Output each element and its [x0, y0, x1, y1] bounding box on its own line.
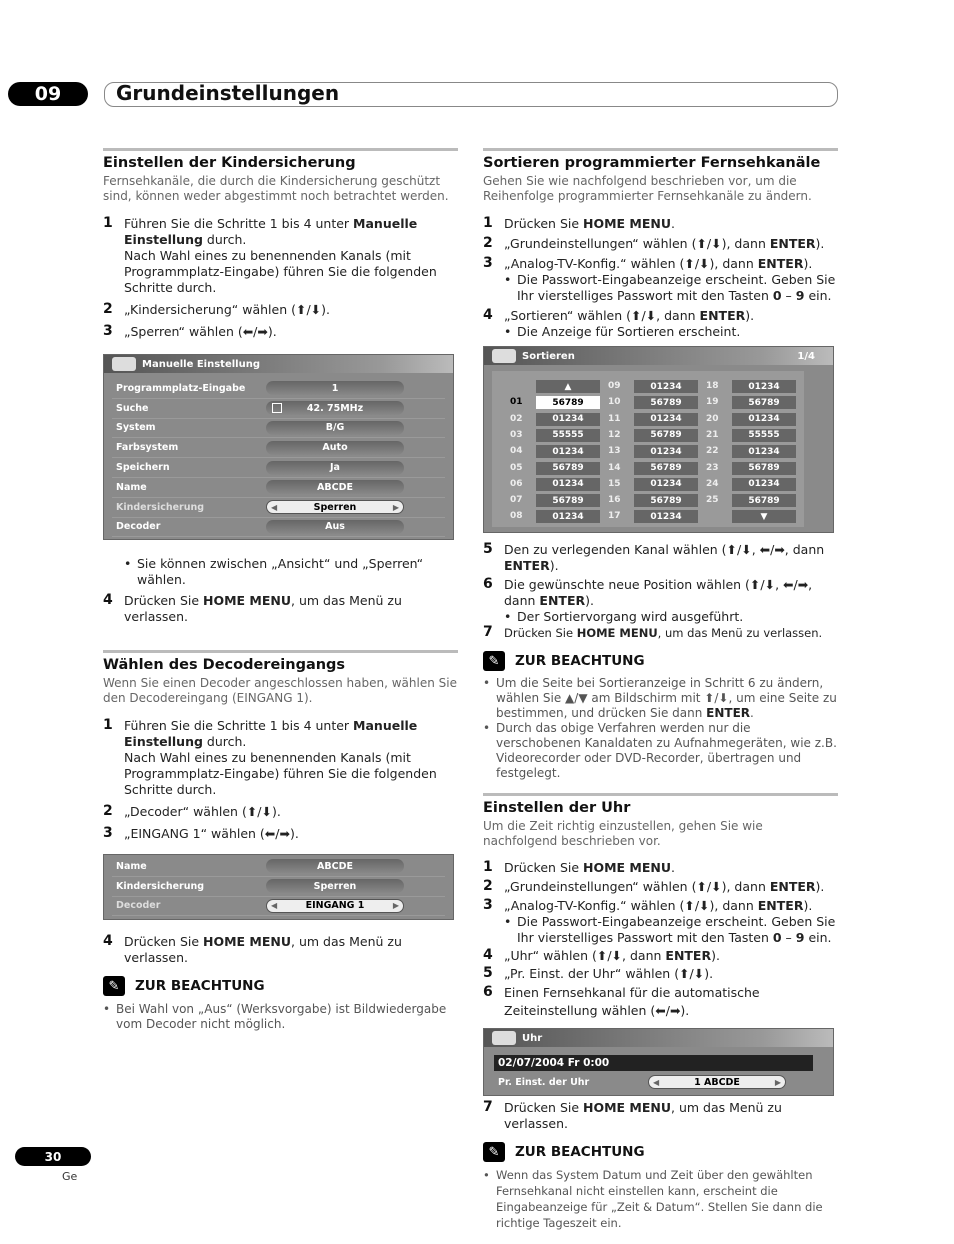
sort-slot-number: 20: [706, 413, 719, 424]
step-5: 5 Den zu verlegenden Kanal wählen (⬆/⬇, ⬅/➡, dann ENTER).: [483, 541, 825, 573]
section-intro: Gehen Sie wie nachfolgend beschrieben vor, um die Reihenfolge programmierter Fernsehkanäle zu ändern.: [483, 174, 812, 203]
sort-slot-number: 10: [608, 397, 621, 408]
menu-row-value-text: 1: [331, 382, 339, 394]
right-column: [483, 148, 838, 1231]
step-2: 2 „Grundeinstellungen“ wählen (⬆/⬇), dann ENTER).: [483, 235, 825, 251]
bullet-sortiervorgang: • Der Sortiervorgang wird ausgeführt.: [504, 609, 838, 625]
section-intro: Fernsehkanäle, die durch die Kindersicherung geschützt sind, können weder abgestimmt noch betrachtet werden.: [103, 174, 449, 203]
sort-channel-cell[interactable]: 01234: [536, 445, 600, 458]
menu-row[interactable]: [112, 857, 445, 877]
menu-row-value[interactable]: [266, 441, 404, 455]
sort-slot-number: 18: [706, 381, 719, 391]
menu-icon: [492, 1031, 516, 1045]
sort-channel-cell[interactable]: 01234: [536, 413, 600, 426]
menu-row-value-text: ABCDE: [317, 481, 353, 493]
menu-row-value[interactable]: [266, 859, 404, 873]
menu-row-label: Farbsystem: [116, 442, 179, 454]
menu-row[interactable]: [112, 877, 445, 897]
sort-channel-cell[interactable]: 01234: [634, 478, 698, 491]
clock-channel-selector[interactable]: ◀ 1 ABCDE ▶: [648, 1075, 786, 1089]
step-5: 5 „Pr. Einst. der Uhr“ wählen (⬆/⬇).: [483, 965, 714, 981]
menu-row-value[interactable]: [266, 899, 404, 913]
menu-row-value-text: Aus: [325, 521, 345, 533]
menu-row-value[interactable]: [266, 480, 404, 494]
sort-slot-number: 24: [706, 478, 719, 489]
step-4: 4 „Uhr“ wählen (⬆/⬇, dann ENTER).: [483, 947, 720, 963]
sort-slot-number: 16: [608, 495, 621, 506]
menu-row[interactable]: [112, 399, 445, 419]
section-intro: Um die Zeit richtig einzustellen, gehen Sie wie nachfolgend beschrieben vor.: [483, 819, 763, 848]
menu-row[interactable]: [112, 379, 445, 399]
sort-channel-cell[interactable]: 01234: [634, 510, 698, 523]
bullet-ansicht-sperren: • Sie können zwischen „Ansicht“ und „Sperren“ wählen.: [124, 556, 458, 588]
step-4: 4 „Sortieren“ wählen (⬆/⬇, dann ENTER).: [483, 307, 755, 323]
menu-row-label: Speichern: [116, 462, 170, 474]
section-title-kindersicherung: Einstellen der Kindersicherung: [103, 155, 356, 171]
menu-row-value-text: ◀ EINGANG 1: [305, 900, 365, 912]
note-heading: ✎ ZUR BEACHTUNG: [103, 976, 458, 996]
section-title-sortieren: Sortieren programmierter Fernsehkanäle: [483, 155, 821, 171]
step-3: 3 „Sperren“ wählen (⬅/➡).: [103, 323, 277, 339]
sort-slot-number: 25: [706, 495, 719, 506]
sort-channel-cell[interactable]: 55555: [732, 429, 796, 442]
menu-row-value-text: B/G: [325, 422, 345, 434]
sort-channel-cell[interactable]: 56789: [732, 396, 796, 409]
menu-row[interactable]: [112, 438, 445, 458]
panel-title: Sortieren: [522, 350, 575, 362]
sort-channel-cell[interactable]: 01234: [732, 445, 796, 458]
sort-channel-cell[interactable]: 01234: [634, 445, 698, 458]
note-bullet: • Bei Wahl von „Aus“ (Werksvorgabe) ist Bildwiedergabe vom Decoder nicht möglich.: [103, 1002, 458, 1032]
section-rule: [103, 148, 458, 151]
section-rule: [483, 148, 838, 151]
step-6: 6 Einen Fernsehkanal für die automatische Zeiteinstellung wählen (⬅/➡).: [483, 984, 760, 1018]
step-6: 6 Die gewünschte neue Position wählen (⬆/⬇, ⬅/➡, dann ENTER).: [483, 576, 813, 608]
sort-slot-number: 12: [608, 429, 621, 440]
section-intro: Wenn Sie einen Decoder angeschlossen haben, wählen Sie den Decodereingang (EINGANG 1).: [103, 676, 457, 705]
sort-slot-number: 21: [706, 429, 719, 440]
tv-icon: [272, 403, 282, 413]
sort-channel-cell[interactable]: 01234: [536, 510, 600, 523]
section-rule: [103, 650, 458, 653]
left-column: [103, 148, 458, 1032]
menu-row-value-text: ABCDE: [317, 860, 353, 872]
menu-row[interactable]: [112, 498, 445, 518]
step-4: 4 Drücken Sie HOME MENU, um das Menü zu verlassen.: [103, 592, 402, 624]
sort-slot-number: 11: [608, 413, 621, 424]
sort-slot-number: 23: [706, 462, 719, 473]
sort-channel-cell[interactable]: 01234: [732, 478, 796, 491]
sort-channel-cell[interactable]: 56789: [634, 429, 698, 442]
menu-row-value[interactable]: [266, 500, 404, 514]
note-bullet: • Wenn das System Datum und Zeit über den gewählten Fernsehkanal nicht einstellen kann, erscheint die Eingabeanzeige für „Zeit & Datum“. Stellen Sie dann die richtige Tageszeit ein.: [483, 1167, 838, 1231]
step-7: 7 Drücken Sie HOME MENU, um das Menü zu verlassen.: [483, 624, 823, 640]
sort-slot-number: 19: [706, 397, 719, 408]
menu-row-label: Name: [116, 481, 147, 493]
chapter-number-badge: 09: [8, 82, 88, 106]
sort-slot-number: 09: [608, 381, 621, 391]
sort-channel-cell[interactable]: 56789: [634, 462, 698, 475]
page-number: 30: [15, 1147, 91, 1166]
menu-row-value-text: ◀ Sperren: [313, 501, 357, 513]
sort-channel-cell[interactable]: 56789: [732, 462, 796, 475]
menu-row[interactable]: [112, 458, 445, 478]
step-7: 7 Drücken Sie HOME MENU, um das Menü zu verlassen.: [483, 1099, 782, 1131]
sort-slot-number: 13: [608, 446, 621, 457]
menu-row-label: Name: [116, 860, 147, 872]
sort-channel-cell[interactable]: 56789: [536, 462, 600, 475]
panel-title: Manuelle Einstellung: [142, 358, 260, 370]
note-heading: ✎ ZUR BEACHTUNG: [483, 1142, 838, 1162]
clock-channel-label: Pr. Einst. der Uhr: [498, 1076, 590, 1088]
step-1: 1 Drücken Sie HOME MENU.: [483, 859, 676, 875]
sort-slot-number: 15: [608, 478, 621, 489]
menu-row[interactable]: [112, 897, 445, 917]
sort-slot-number: 08: [510, 511, 523, 522]
menu-row-value[interactable]: [266, 381, 404, 395]
decoder-panel: [103, 854, 454, 920]
step-4: 4 Drücken Sie HOME MENU, um das Menü zu verlassen.: [103, 933, 402, 965]
step-2: 2 „Grundeinstellungen“ wählen (⬆/⬇), dann ENTER).: [483, 878, 825, 894]
uhr-panel: [483, 1028, 834, 1096]
sort-slot-number: 14: [608, 462, 621, 473]
panel-page: 1/4: [797, 350, 815, 362]
panel-title: Uhr: [522, 1032, 543, 1044]
sort-slot-number: 22: [706, 446, 719, 457]
sort-channel-cell[interactable]: 56789: [536, 396, 600, 409]
menu-row-value-text: Sperren: [313, 880, 357, 892]
step-2: 2 „Kindersicherung“ wählen (⬆/⬇).: [103, 301, 330, 317]
step-2: 2 „Decoder“ wählen (⬆/⬇).: [103, 803, 281, 819]
menu-row-label: Kindersicherung: [116, 880, 205, 892]
sortieren-panel: [483, 346, 834, 533]
menu-row-value[interactable]: [266, 421, 404, 435]
menu-icon: [492, 349, 516, 363]
sort-channel-cell[interactable]: 56789: [732, 494, 796, 507]
step-1: 1 Führen Sie die Schritte 1 bis 4 unter Manuelle Einstellung durch. Nach Wahl eines zu benennenden Kanals (mit Programmplatz-Eingabe) führen Sie die folgenden Schritte durch.: [103, 717, 437, 797]
menu-row-value-text: Ja: [330, 462, 340, 474]
pencil-note-icon: ✎: [103, 976, 125, 996]
bullet-passwort: • Die Passwort-Eingabeanzeige erscheint. Geben Sie Ihr vierstelliges Passwort mit den Tasten 0 – 9 ein.: [504, 914, 838, 946]
step-1: 1 Führen Sie die Schritte 1 bis 4 unter Manuelle Einstellung durch. Nach Wahl eines zu benennenden Kanals (mit Programmplatz-Eingabe) führen Sie die folgenden Schritte durch.: [103, 215, 437, 295]
section-title-decoder: Wählen des Decodereingangs: [103, 657, 346, 673]
sort-channel-cell[interactable]: 01234: [732, 413, 796, 426]
sort-channel-cell[interactable]: 01234: [634, 380, 698, 393]
menu-row-value-text: 42. 75MHz: [306, 402, 364, 414]
menu-row-label: Decoder: [116, 521, 161, 533]
language-code: Ge: [62, 1170, 78, 1183]
sort-slot-number: 05: [510, 462, 523, 473]
sort-slot-number: 03: [510, 429, 523, 440]
menu-row-label: Decoder: [116, 900, 161, 912]
menu-row[interactable]: [112, 419, 445, 439]
sort-channel-cell[interactable]: 01234: [536, 478, 600, 491]
note-bullet: • Um die Seite bei Sortieranzeige in Schritt 6 zu ändern, wählen Sie ▲/▼ am Bildschirm mit ⬆/⬇, um eine Seite zu bestimmen, und drücken Sie dann ENTER.: [483, 676, 838, 721]
sort-slot-number: 01: [510, 397, 523, 408]
menu-row-value[interactable]: [266, 520, 404, 534]
sort-channel-cell[interactable]: 56789: [536, 494, 600, 507]
sort-channel-cell[interactable]: 01234: [732, 380, 796, 393]
step-3: 3 „EINGANG 1“ wählen (⬅/➡).: [103, 825, 299, 841]
sort-channel-cell[interactable]: ▲: [536, 380, 600, 393]
step-3: 3 „Analog-TV-Konfig.“ wählen (⬆/⬇), dann ENTER).: [483, 897, 813, 913]
menu-row-value-text: Auto: [322, 442, 348, 454]
menu-row[interactable]: [112, 518, 445, 538]
step-1: 1 Drücken Sie HOME MENU.: [483, 215, 676, 231]
sort-channel-cell[interactable]: ▼: [732, 510, 796, 523]
bullet-sortieren: • Die Anzeige für Sortieren erscheint.: [504, 324, 838, 340]
bullet-passwort: • Die Passwort-Eingabeanzeige erscheint. Geben Sie Ihr vierstelliges Passwort mit den Tasten 0 – 9 ein.: [504, 272, 838, 304]
menu-row-label: Kindersicherung: [116, 501, 205, 513]
sort-channel-cell[interactable]: 55555: [536, 429, 600, 442]
menu-row[interactable]: [112, 478, 445, 498]
sort-slot-number: 04: [510, 446, 523, 457]
menu-icon: [112, 357, 136, 371]
menu-row-label: Suche: [116, 402, 149, 414]
pencil-note-icon: ✎: [483, 651, 505, 671]
sort-channel-cell[interactable]: 56789: [634, 494, 698, 507]
pencil-note-icon: ✎: [483, 1142, 505, 1162]
section-rule: [483, 793, 838, 796]
menu-row-value[interactable]: [266, 879, 404, 893]
sort-slot-number: 07: [510, 495, 523, 506]
menu-row-label: Programmplatz-Eingabe: [116, 382, 246, 394]
menu-row-value[interactable]: [266, 401, 404, 415]
sort-channel-cell[interactable]: 01234: [634, 413, 698, 426]
menu-row-value[interactable]: [266, 461, 404, 475]
manuelle-einstellung-panel: [103, 354, 454, 540]
chapter-title: Grundeinstellungen: [116, 81, 340, 105]
section-title-uhr: Einstellen der Uhr: [483, 800, 631, 816]
clock-datetime: 02/07/2004 Fr 0:00: [494, 1055, 813, 1071]
sort-slot-number: 06: [510, 478, 523, 489]
step-3: 3 „Analog-TV-Konfig.“ wählen (⬆/⬇), dann ENTER).: [483, 255, 813, 271]
sort-slot-number: 02: [510, 413, 523, 424]
note-bullet: • Durch das obige Verfahren werden nur die verschobenen Kanaldaten zu Aufnahmegeräten, wie z.B. Videorecorder oder DVD-Recorder, übertragen und festgelegt.: [483, 721, 838, 781]
sort-slot-number: 17: [608, 511, 621, 522]
note-heading: ✎ ZUR BEACHTUNG: [483, 651, 838, 671]
sort-channel-cell[interactable]: 56789: [634, 396, 698, 409]
menu-row-label: System: [116, 422, 156, 434]
